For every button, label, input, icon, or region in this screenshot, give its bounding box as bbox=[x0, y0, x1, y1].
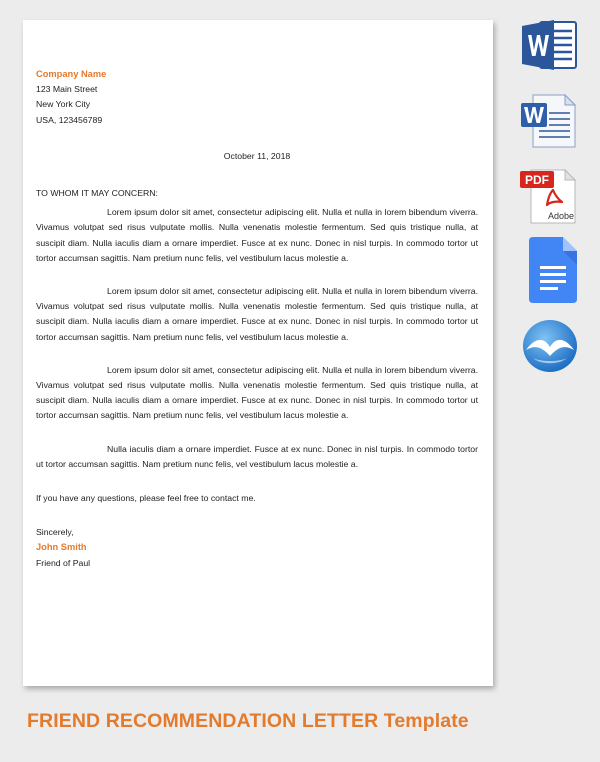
letter-body bbox=[36, 67, 478, 571]
body-paragraph-4: Nulla iaculis diam a ornare imperdiet. Fusce at ex nunc. Donec in nisl turpis. In commodo tortor ut tortor accumsan sagittis. Nam pretium nunc felis, vel vestibulum lacus molestie a. bbox=[36, 443, 478, 469]
signer-relation: Friend of Paul bbox=[36, 557, 91, 568]
openoffice-icon[interactable] bbox=[521, 318, 579, 374]
word-doc-icon[interactable] bbox=[519, 93, 579, 149]
pdf-label: PDF bbox=[525, 173, 549, 187]
address-line-3: USA, 123456789 bbox=[36, 114, 103, 125]
company-name: Company Name bbox=[36, 69, 107, 79]
address-line-2: New York City bbox=[36, 99, 91, 110]
letter-page bbox=[23, 20, 493, 686]
pdf-icon[interactable] bbox=[519, 166, 579, 226]
adobe-label: Adobe bbox=[547, 211, 575, 221]
body-paragraph-1: Lorem ipsum dolor sit amet, consectetur adipiscing elit. Nulla et nulla in lorem bibendum viverra. Vivamus volutpat sed risus vulputate mollis. Nulla venenatis molestie fermentum. Sed quis tristique nulla, at suscipit diam. Nulla iaculis diam a ornare imperdiet. Fusce at ex nunc. Donec in nisl turpis. In commodo tortor ut tortor accumsan sagittis. Nam pretium nunc felis, vel vestibulum lacus molestie a. bbox=[36, 207, 478, 263]
body-paragraph-3: Lorem ipsum dolor sit amet, consectetur adipiscing elit. Nulla et nulla in lorem bibendum viverra. Vivamus volutpat sed risus vulputate mollis. Nulla venenatis molestie fermentum. Sed quis tristique nulla, at suscipit diam. Nulla iaculis diam a ornare imperdiet. Fusce at ex nunc. Donec in nisl turpis. In commodo tortor ut tortor accumsan sagittis. Nam pretium nunc felis, vel vestibulum lacus molestie a. bbox=[36, 364, 478, 421]
letter-greeting: TO WHOM IT MAY CONCERN: bbox=[36, 188, 158, 199]
signer-name: John Smith bbox=[36, 542, 87, 553]
address-line-1: 123 Main Street bbox=[36, 84, 98, 95]
sign-off: Sincerely, bbox=[36, 527, 74, 538]
template-title: FRIEND RECOMMENDATION LETTER Template bbox=[27, 710, 469, 732]
closing-question: If you have any questions, please feel free to contact me. bbox=[36, 493, 256, 504]
google-docs-icon[interactable] bbox=[528, 236, 580, 304]
word-docx-icon[interactable] bbox=[520, 19, 578, 71]
letter-date: October 11, 2018 bbox=[223, 150, 291, 161]
body-paragraph-2: Lorem ipsum dolor sit amet, consectetur adipiscing elit. Nulla et nulla in lorem bibendum viverra. Vivamus volutpat sed risus vulputate mollis. Nulla venenatis molestie fermentum. Sed quis tristique nulla, at suscipit diam. Nulla iaculis diam a ornare imperdiet. Fusce at ex nunc. Donec in nisl turpis. In commodo tortor ut tortor accumsan sagittis. Nam pretium nunc felis, vel vestibulum lacus molestie a. bbox=[36, 286, 478, 342]
